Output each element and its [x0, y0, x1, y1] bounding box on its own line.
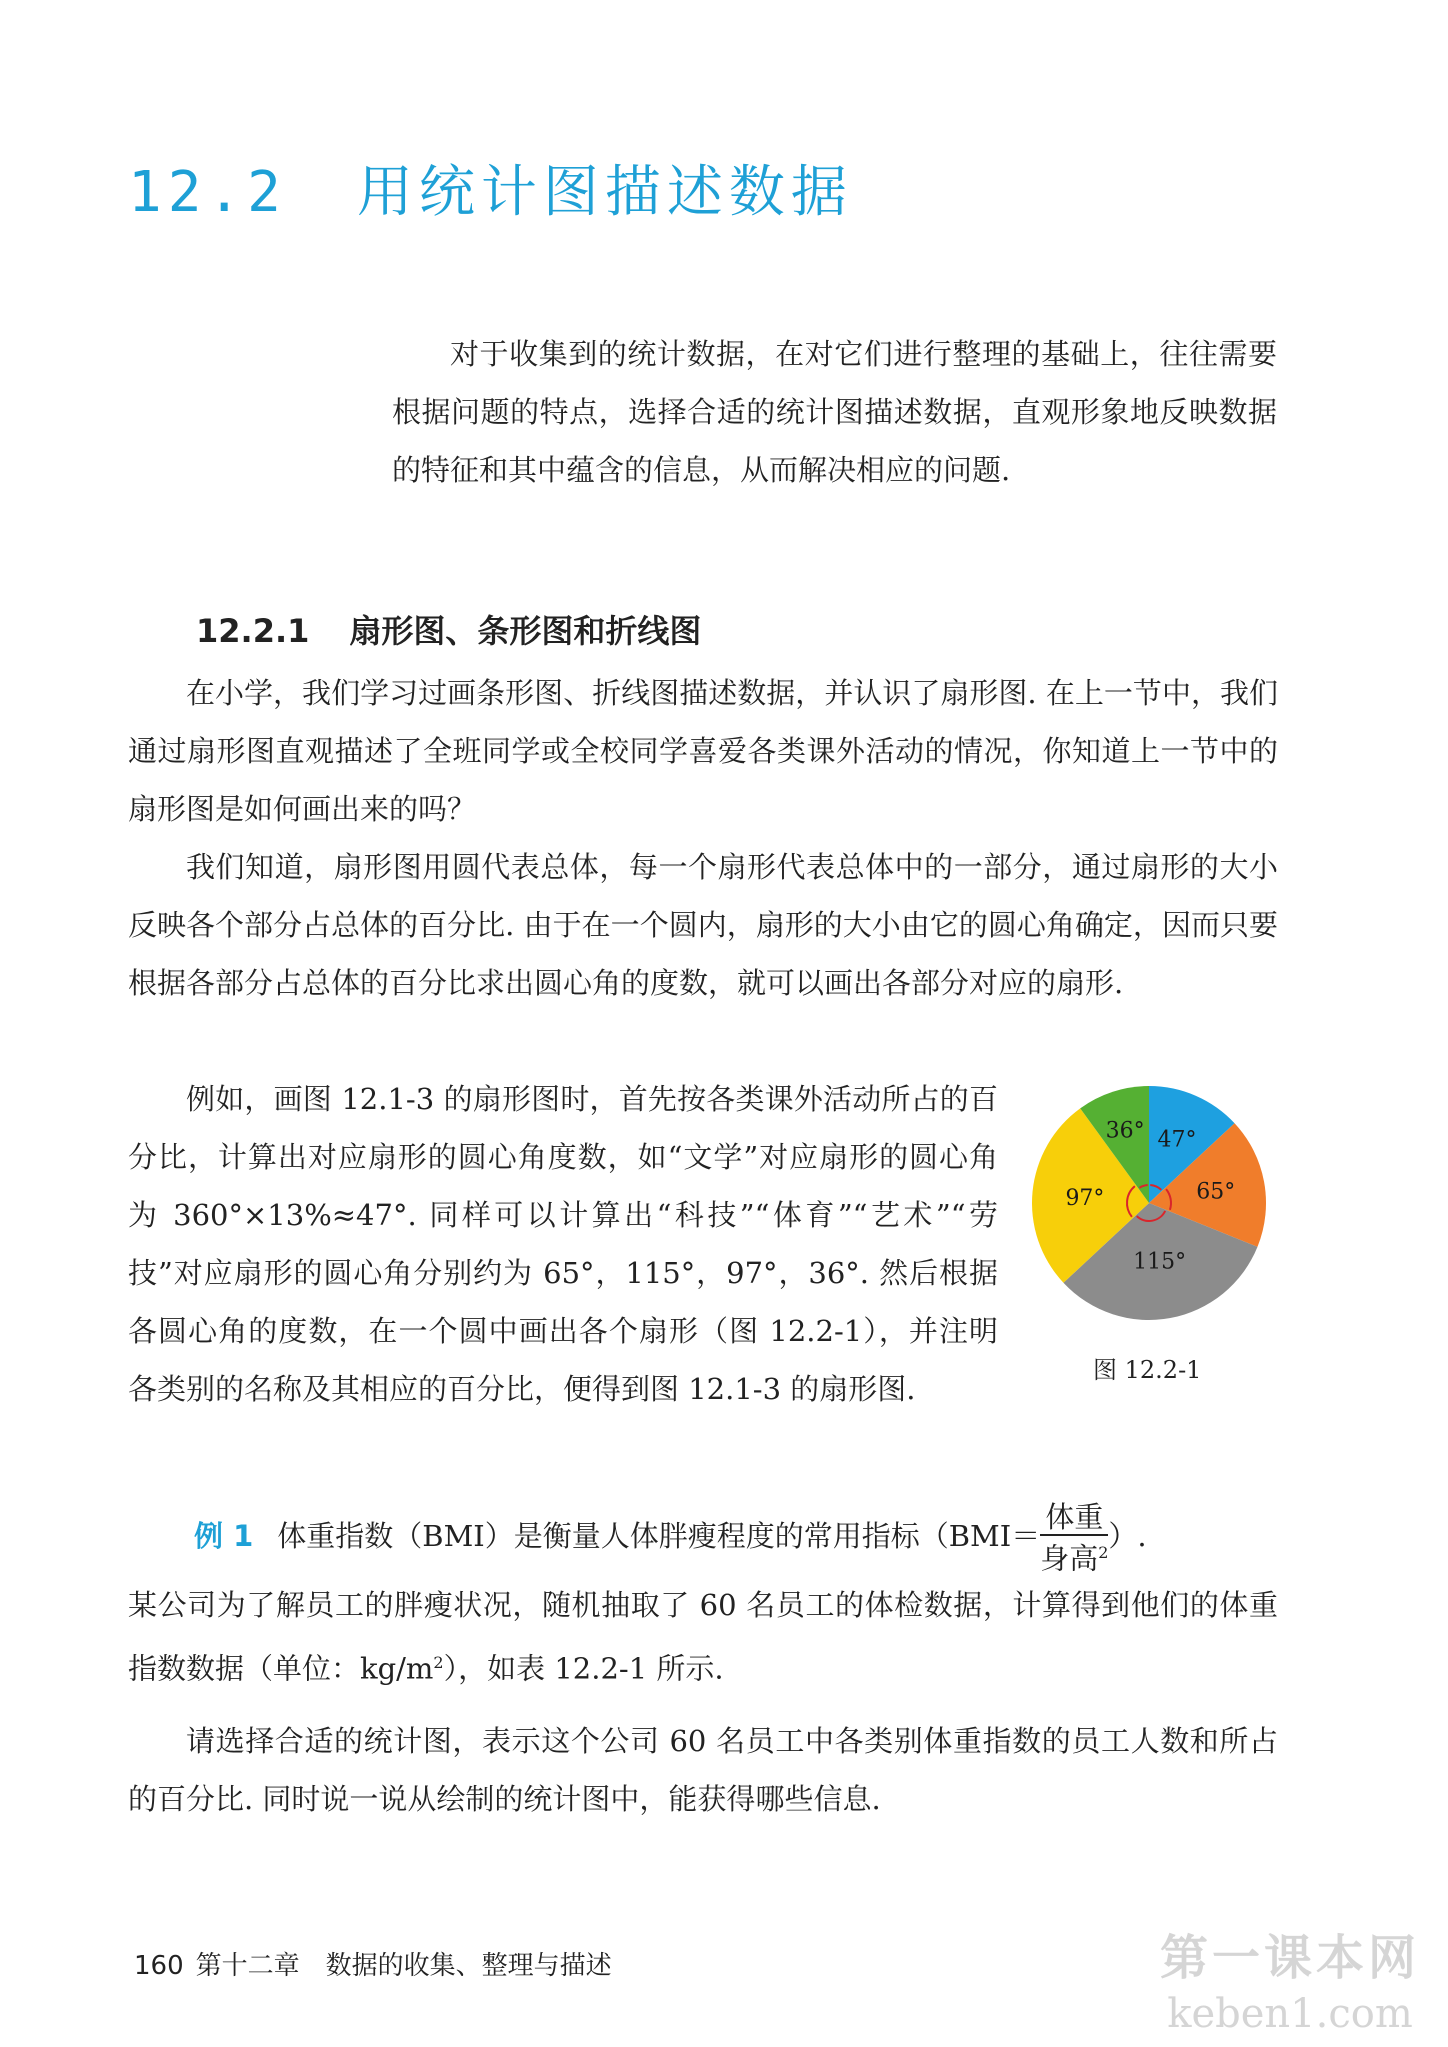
- intro-box: [392, 325, 1277, 499]
- pie-label-36: 36°: [1105, 1118, 1145, 1144]
- page-number: 160: [134, 1951, 184, 1981]
- watermark: [1140, 1930, 1440, 2042]
- unit-exponent: 2: [433, 1652, 444, 1672]
- fraction-denominator: 身高: [1040, 1541, 1099, 1576]
- example-text-after-fraction: ）.: [1108, 1518, 1147, 1553]
- bmi-fraction: [1040, 1500, 1108, 1576]
- section-title-number: 12.2: [128, 160, 287, 225]
- section-title: [128, 148, 853, 228]
- fraction-exponent: 2: [1098, 1543, 1109, 1562]
- example-text-rest: 某公司为了解员工的胖瘦状况，随机抽取了 60 名员工的体检数据，计算得到他们的体重指数数据（单位：kg/m: [128, 1587, 1278, 1686]
- example-text-before: 体重指数（BMI）是衡量人体胖瘦程度的常用指标（BMI＝: [277, 1518, 1041, 1553]
- pie-label-65: 65°: [1196, 1179, 1236, 1205]
- paragraph-3: 例如，画图 12.1-3 的扇形图时，首先按各类课外活动所占的百分比，计算出对应扇形的圆心角度数，如“文学”对应扇形的圆心角为 360°×13%≈47°. 同样可以计算出“科技”“体育”“艺术”“劳技”对应扇形的圆心角分别约为 65°，115°，97°，36°. 然后根据各圆心角的度数，在一个圆中画出各个扇形（图 12.2-1），并注明各类别的名称及其相应的百分比，便得到图 12.1-3 的扇形图.: [128, 1082, 998, 1406]
- example-text-end: ），如表 12.2-1 所示.: [443, 1651, 724, 1686]
- watermark-line-1: 第一课本网: [1159, 1930, 1420, 1986]
- pie-label-97: 97°: [1065, 1185, 1105, 1211]
- watermark-line-2: keben1.com: [1167, 1991, 1413, 2037]
- pie-label-115: 115°: [1133, 1249, 1187, 1275]
- paragraph-2: 我们知道，扇形图用圆代表总体，每一个扇形代表总体中的一部分，通过扇形的大小反映各个部分占总体的百分比. 由于在一个圆内，扇形的大小由它的圆心角确定，因而只要根据各部分占总体的百分比求出圆心角的度数，就可以画出各部分对应的扇形.: [128, 850, 1278, 1000]
- paragraph-1: 在小学，我们学习过画条形图、折线图描述数据，并认识了扇形图. 在上一节中，我们通过扇形图直观描述了全班同学或全校同学喜爱各类课外活动的情况，你知道上一节中的扇形图是如何画出来的吗？: [128, 676, 1278, 826]
- subsection-text: 扇形图、条形图和折线图: [349, 612, 702, 650]
- fraction-numerator: 体重: [1040, 1500, 1108, 1536]
- chapter-title: 第十二章 数据的收集、整理与描述: [195, 1951, 612, 1981]
- example-label: 例 1: [194, 1518, 254, 1553]
- paragraph-5: 请选择合适的统计图，表示这个公司 60 名员工中各类别体重指数的员工人数和所占的百分比. 同时说一说从绘制的统计图中，能获得哪些信息.: [128, 1724, 1278, 1816]
- page-footer: [134, 1945, 612, 1982]
- subsection-heading: [196, 606, 701, 652]
- example-1: [128, 1500, 1278, 1697]
- figure-caption: 图 12.2-1: [1093, 1356, 1202, 1384]
- pie-chart: [1024, 1078, 1274, 1328]
- pie-label-47: 47°: [1157, 1127, 1197, 1153]
- intro-paragraph: 对于收集到的统计数据，在对它们进行整理的基础上，往往需要根据问题的特点，选择合适的统计图描述数据，直观形象地反映数据的特征和其中蕴含的信息，从而解决相应的问题.: [392, 337, 1277, 487]
- subsection-number: 12.2.1: [196, 612, 310, 650]
- section-title-text: 用统计图描述数据: [356, 160, 853, 225]
